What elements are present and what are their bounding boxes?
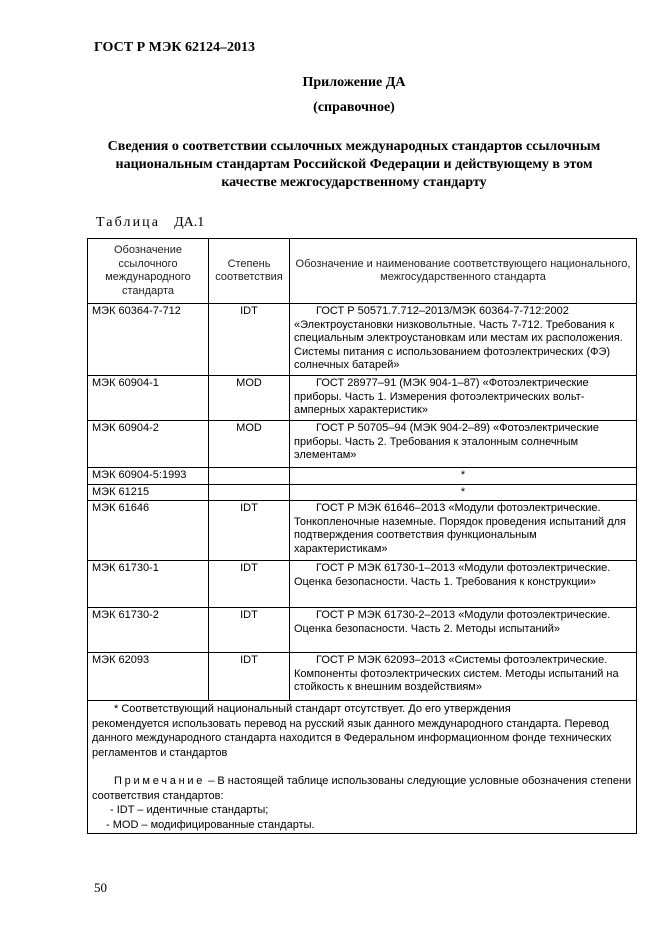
- cell-ref: МЭК 60904-1: [88, 376, 209, 421]
- table-caption: [96, 215, 204, 231]
- cell-ref: МЭК 60904-2: [88, 421, 209, 468]
- table-row: [88, 608, 637, 653]
- cell-national-text: ГОСТ Р 50571.7.712–2013/МЭК 60364-7-712:2002 «Электроустановки низковольтные. Часть 7-712. Требования к специальным электроустановкам или местам их расположения. Системы питания с использованием фотоэлектрических (ФЭ) солнечных батарей»: [294, 305, 623, 371]
- footnote-line-1: * Соответствующий национальный стандарт отсутствует. До его утверждения: [114, 703, 511, 715]
- cell-degree: IDT: [209, 304, 290, 376]
- cell-degree: IDT: [209, 608, 290, 653]
- cell-national: [290, 376, 637, 421]
- cell-degree: IDT: [209, 561, 290, 608]
- note-word: Примечание: [114, 775, 206, 787]
- cell-national: [290, 653, 637, 701]
- table-row: [88, 501, 637, 561]
- note-item-mod: - MOD – модифицированные стандарты.: [106, 818, 315, 831]
- table-caption-word: Таблица: [96, 215, 161, 230]
- cell-national: [290, 501, 637, 561]
- cell-ref: МЭК 60364-7-712: [88, 304, 209, 376]
- footnote-line-2: рекомендуется использовать перевод на русский язык данного международного стандарта. Перевод данного международного стандарта находится в Федеральном информационном фонде технических регламентов и стандартов: [92, 717, 612, 759]
- cell-national: [290, 608, 637, 653]
- cell-degree: [209, 484, 290, 501]
- col-header-national: Обозначение и наименование соответствующего национального, межгосударственного стандарта: [290, 239, 637, 304]
- table-row: [88, 561, 637, 608]
- cell-national: [290, 421, 637, 468]
- note-item-idt: - IDT – идентичные стандарты;: [110, 804, 269, 816]
- col-header-degree: Степень соответствия: [209, 239, 290, 304]
- footnote-row: [88, 701, 637, 834]
- table-row: [88, 468, 637, 485]
- table-row: [88, 484, 637, 501]
- cell-ref: МЭК 61646: [88, 501, 209, 561]
- cell-degree: IDT: [209, 501, 290, 561]
- cell-ref: МЭК 61730-2: [88, 608, 209, 653]
- table-row: [88, 421, 637, 468]
- cell-ref: МЭК 61730-1: [88, 561, 209, 608]
- cell-national-text: ГОСТ Р 50705–94 (МЭК 904-2–89) «Фотоэлектрические приборы. Часть 2. Требования к эталонным солнечным элементам»: [294, 422, 599, 461]
- note-text: – В настоящей таблице использованы следующие условные обозначения степени соответствия стандартов:: [92, 775, 632, 802]
- cell-ref: МЭК 60904-5:1993: [88, 468, 209, 485]
- cell-national-text: ГОСТ 28977–91 (МЭК 904-1–87) «Фотоэлектрические приборы. Часть 1. Измерения фотоэлектрических вольт-амперных характеристик»: [294, 377, 589, 416]
- cell-national: [290, 304, 637, 376]
- cell-national: *: [290, 484, 637, 501]
- table-header-row: [88, 239, 637, 304]
- note-paragraph: [92, 774, 632, 803]
- table-caption-number: ДА.1: [174, 215, 205, 230]
- cell-ref: МЭК 61215: [88, 484, 209, 501]
- annex-title: Приложение ДА: [302, 75, 406, 90]
- cell-national: *: [290, 468, 637, 485]
- cell-national-text: ГОСТ Р МЭК 61646–2013 «Модули фотоэлектрические. Тонкопленочные наземные. Порядок проведения испытаний для подтверждения соответствия функциональным характеристикам»: [294, 502, 627, 555]
- page-number: 50: [94, 880, 107, 895]
- cell-degree: [209, 468, 290, 485]
- table-footnote: [88, 701, 637, 834]
- cell-national-text: ГОСТ Р МЭК 61730-1–2013 «Модули фотоэлектрические. Оценка безопасности. Часть 1. Требования к конструкции»: [294, 562, 611, 588]
- table-row: [88, 376, 637, 421]
- cell-degree: MOD: [209, 421, 290, 468]
- cell-ref: МЭК 62093: [88, 653, 209, 701]
- cell-national-text: ГОСТ Р МЭК 61730-2–2013 «Модули фотоэлектрические. Оценка безопасности. Часть 2. Методы испытаний»: [294, 609, 611, 635]
- cell-degree: MOD: [209, 376, 290, 421]
- annex-type: (справочное): [313, 100, 395, 115]
- annex-heading: Сведения о соответствии ссылочных международных стандартов ссылочным национальным стандартам Российской Федерации и действующему в этом качестве межгосударственному стандарту: [107, 139, 601, 190]
- table-row: [88, 304, 637, 376]
- table-row: [88, 653, 637, 701]
- document-header: ГОСТ Р МЭК 62124–2013: [94, 40, 255, 55]
- col-header-ref: Обозначение ссылочного международного стандарта: [88, 239, 209, 304]
- cell-national-text: ГОСТ Р МЭК 62093–2013 «Системы фотоэлектрические. Компоненты фотоэлектрических систем. Методы испытаний на стойкость к внешним воздействиям»: [294, 654, 619, 693]
- cell-degree: IDT: [209, 653, 290, 701]
- cell-national: [290, 561, 637, 608]
- correspondence-table: [87, 238, 637, 834]
